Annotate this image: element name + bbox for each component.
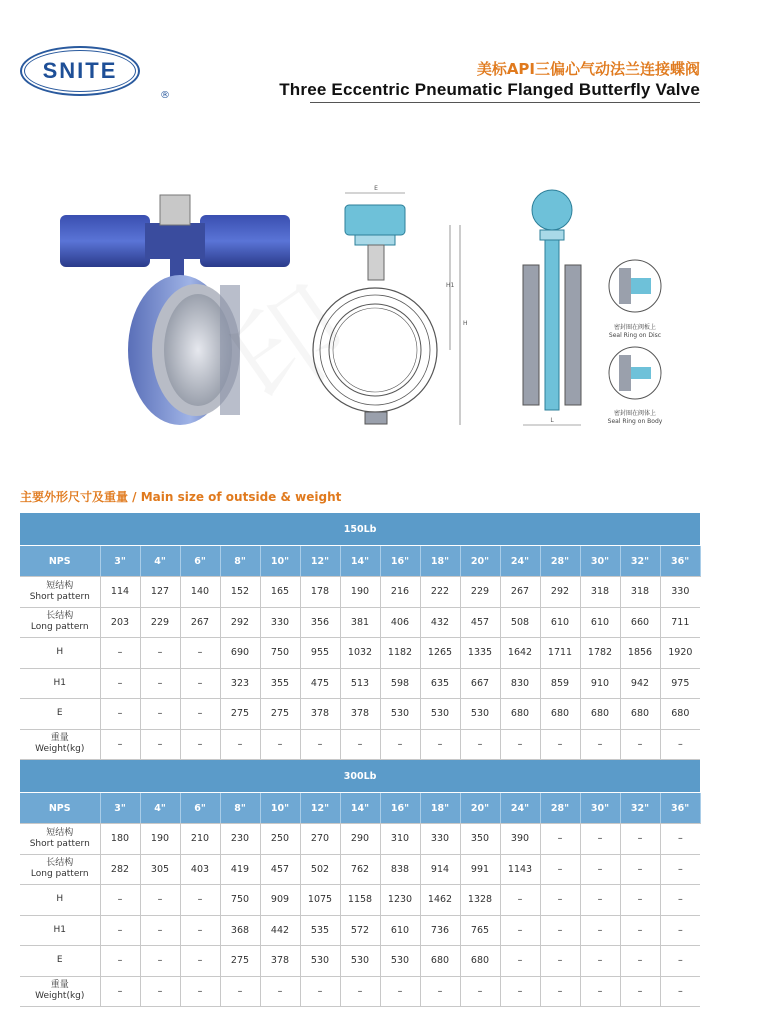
table-cell: –	[540, 729, 580, 760]
table-cell: –	[660, 729, 700, 760]
nps-size: 10"	[260, 793, 300, 824]
table-cell: –	[180, 668, 220, 699]
nps-size: 12"	[300, 546, 340, 577]
table-cell: –	[500, 729, 540, 760]
nps-size: 18"	[420, 546, 460, 577]
row-label-cn: 长结构	[46, 858, 74, 869]
table-cell: –	[660, 946, 700, 977]
seal-caption-body-en: Seal Ring on Body	[607, 418, 663, 425]
table-cell: 530	[340, 946, 380, 977]
row-label-en: Weight(kg)	[35, 991, 85, 1002]
brand-logo	[20, 46, 170, 101]
table-cell: –	[220, 976, 260, 1007]
row-label	[20, 638, 100, 669]
row-label	[20, 915, 100, 946]
table-cell: 1032	[340, 638, 380, 669]
table-cell: 356	[300, 607, 340, 638]
row-label-cn: 短结构	[46, 580, 74, 591]
nps-size: 8"	[220, 546, 260, 577]
nps-size: 3"	[100, 793, 140, 824]
table-cell: –	[540, 854, 580, 885]
seal-caption-body-cn: 密封圈在阀体上	[613, 410, 656, 417]
table-cell: 203	[100, 607, 140, 638]
table-cell: –	[180, 976, 220, 1007]
table-cell: –	[100, 946, 140, 977]
table-cell: –	[620, 729, 660, 760]
table-cell: 667	[460, 668, 500, 699]
table-row	[20, 854, 700, 885]
row-label	[20, 824, 100, 855]
table-cell: 180	[100, 824, 140, 855]
row-label-en: H	[56, 894, 64, 905]
row-label-en: H1	[53, 677, 66, 688]
table-cell: 508	[500, 607, 540, 638]
table-cell: 680	[420, 946, 460, 977]
table-cell: –	[420, 976, 460, 1007]
table-cell: 680	[620, 699, 660, 730]
table-cell: –	[140, 699, 180, 730]
table-cell: 1711	[540, 638, 580, 669]
table-cell: 152	[220, 577, 260, 608]
table-cell: –	[620, 946, 660, 977]
table-cell: –	[140, 638, 180, 669]
nps-size: 16"	[380, 546, 420, 577]
table-cell: –	[180, 638, 220, 669]
table-cell: 736	[420, 915, 460, 946]
table-cell: 530	[460, 699, 500, 730]
nps-size: 20"	[460, 793, 500, 824]
table-cell: –	[580, 946, 620, 977]
table-cell: 1462	[420, 885, 460, 916]
table-cell: 1920	[660, 638, 700, 669]
seal-caption-disc-cn: 密封圈在阀板上	[613, 324, 656, 331]
row-label	[20, 577, 100, 608]
table-cell: 442	[260, 915, 300, 946]
table-row	[20, 577, 700, 608]
table-cell: 381	[340, 607, 380, 638]
row-label-cn: 短结构	[46, 827, 74, 838]
table-cell: 457	[460, 607, 500, 638]
table-cell: –	[580, 915, 620, 946]
valve-photo	[60, 175, 300, 430]
table-cell: 310	[380, 824, 420, 855]
table-row	[20, 976, 700, 1007]
table-cell: –	[340, 976, 380, 1007]
nps-size: 4"	[140, 546, 180, 577]
table-cell: 513	[340, 668, 380, 699]
table-cell: 330	[660, 577, 700, 608]
table-cell: 475	[300, 668, 340, 699]
row-label	[20, 946, 100, 977]
table-cell: 165	[260, 577, 300, 608]
table-cell: –	[460, 729, 500, 760]
dim-label-h1: H1	[446, 282, 455, 289]
table-cell: –	[100, 638, 140, 669]
table-cell: 432	[420, 607, 460, 638]
table-cell: 690	[220, 638, 260, 669]
row-label-en: Long pattern	[30, 622, 89, 633]
table-cell: 1782	[580, 638, 620, 669]
table-cell: 378	[260, 946, 300, 977]
table-row	[20, 699, 700, 730]
table-cell: 530	[380, 699, 420, 730]
table-cell: –	[620, 915, 660, 946]
table-cell: –	[500, 946, 540, 977]
table-cell: 330	[260, 607, 300, 638]
row-label-en: H1	[53, 924, 66, 935]
table-cell: –	[540, 824, 580, 855]
table-cell: –	[180, 729, 220, 760]
nps-size: 6"	[180, 546, 220, 577]
row-label-en: H	[56, 647, 64, 658]
table-cell: –	[380, 729, 420, 760]
table-cell: 530	[380, 946, 420, 977]
table-cell: 1856	[620, 638, 660, 669]
table-cell: 1328	[460, 885, 500, 916]
table-cell: 305	[140, 854, 180, 885]
row-label-en: Long pattern	[30, 869, 89, 880]
table-cell: 502	[300, 854, 340, 885]
title-english: Three Eccentric Pneumatic Flanged Butterfly Valve	[279, 80, 700, 99]
table-cell: 318	[580, 577, 620, 608]
nps-size: 16"	[380, 793, 420, 824]
table-cell: –	[660, 976, 700, 1007]
table-cell: –	[180, 946, 220, 977]
nps-size: 4"	[140, 793, 180, 824]
row-label-en: Short pattern	[29, 591, 90, 602]
table-cell: 355	[260, 668, 300, 699]
table-cell: 680	[500, 699, 540, 730]
spec-table-150lb	[20, 513, 701, 760]
table-cell: –	[540, 885, 580, 916]
nps-size: 24"	[500, 793, 540, 824]
table-cell: 318	[620, 577, 660, 608]
table-cell: –	[100, 976, 140, 1007]
nps-size: 30"	[580, 793, 620, 824]
nps-size: 18"	[420, 793, 460, 824]
table-cell: 750	[220, 885, 260, 916]
table-cell: 190	[140, 824, 180, 855]
table-cell: –	[580, 976, 620, 1007]
table-cell: –	[380, 976, 420, 1007]
table-cell: –	[620, 824, 660, 855]
table-cell: –	[580, 729, 620, 760]
table-cell: 598	[380, 668, 420, 699]
table-cell: 914	[420, 854, 460, 885]
table-cell: 680	[460, 946, 500, 977]
nps-size: 14"	[340, 546, 380, 577]
nps-size: 36"	[660, 793, 700, 824]
pressure-class: 300Lb	[20, 760, 700, 793]
table-cell: –	[100, 729, 140, 760]
dim-label-l: L	[550, 417, 554, 424]
nps-size: 20"	[460, 546, 500, 577]
table-cell: 229	[460, 577, 500, 608]
table-row	[20, 946, 700, 977]
table-cell: 530	[300, 946, 340, 977]
table-cell: –	[260, 729, 300, 760]
row-label	[20, 607, 100, 638]
table-cell: 859	[540, 668, 580, 699]
front-view-drawing	[310, 175, 490, 430]
table-cell: 275	[260, 699, 300, 730]
table-cell: 290	[340, 824, 380, 855]
nps-size: 32"	[620, 546, 660, 577]
table-row	[20, 824, 700, 855]
table-cell: –	[420, 729, 460, 760]
table-cell: –	[580, 854, 620, 885]
table-cell: 830	[500, 668, 540, 699]
table-cell: 530	[420, 699, 460, 730]
nps-size: 12"	[300, 793, 340, 824]
seal-detail-body	[607, 345, 663, 401]
header-rule	[310, 102, 700, 103]
row-label	[20, 729, 100, 760]
table-cell: –	[100, 699, 140, 730]
table-cell: –	[620, 976, 660, 1007]
table-cell: –	[300, 729, 340, 760]
table-cell: 222	[420, 577, 460, 608]
dim-label-h: H	[463, 320, 468, 327]
nps-size: 8"	[220, 793, 260, 824]
nps-size: 36"	[660, 546, 700, 577]
table-cell: 378	[340, 699, 380, 730]
row-label-cn: 重量	[50, 980, 69, 991]
table-cell: –	[180, 885, 220, 916]
table-row	[20, 668, 700, 699]
side-view-drawing	[515, 175, 590, 430]
registered-mark: ®	[160, 90, 170, 101]
table-cell: –	[100, 915, 140, 946]
table-cell: –	[620, 885, 660, 916]
table-cell: 955	[300, 638, 340, 669]
table-cell: –	[340, 729, 380, 760]
spec-table-300lb	[20, 760, 701, 1007]
table-cell: 330	[420, 824, 460, 855]
table-cell: 210	[180, 824, 220, 855]
seal-caption-disc	[590, 324, 680, 340]
table-cell: 909	[260, 885, 300, 916]
table-cell: 275	[220, 699, 260, 730]
table-cell: –	[580, 824, 620, 855]
table-cell: 114	[100, 577, 140, 608]
row-label-cn: 重量	[50, 733, 69, 744]
table-cell: –	[220, 729, 260, 760]
table-cell: –	[660, 824, 700, 855]
table-cell: 292	[220, 607, 260, 638]
nps-header-row	[20, 546, 700, 577]
table-row	[20, 638, 700, 669]
row-label	[20, 885, 100, 916]
table-cell: 610	[540, 607, 580, 638]
seal-caption-body	[590, 410, 680, 426]
logo-text: SNITE	[42, 58, 118, 83]
row-label-en: E	[56, 708, 63, 719]
table-cell: 572	[340, 915, 380, 946]
class-header-row	[20, 513, 700, 546]
seal-caption-disc-en: Seal Ring on Disc	[608, 332, 662, 339]
row-label	[20, 976, 100, 1007]
row-label	[20, 854, 100, 885]
table-cell: 975	[660, 668, 700, 699]
class-header-row	[20, 760, 700, 793]
seal-detail-disc	[607, 258, 663, 314]
table-cell: –	[260, 976, 300, 1007]
section-title: 主要外形尺寸及重量 / Main size of outside & weight	[20, 490, 342, 504]
table-cell: 403	[180, 854, 220, 885]
table-cell: –	[100, 668, 140, 699]
table-cell: 660	[620, 607, 660, 638]
table-cell: 991	[460, 854, 500, 885]
table-cell: –	[540, 915, 580, 946]
table-row	[20, 915, 700, 946]
table-cell: 178	[300, 577, 340, 608]
table-cell: 216	[380, 577, 420, 608]
table-cell: 350	[460, 824, 500, 855]
table-cell: –	[500, 915, 540, 946]
table-cell: 838	[380, 854, 420, 885]
table-cell: –	[460, 976, 500, 1007]
table-cell: –	[660, 854, 700, 885]
pressure-class: 150Lb	[20, 513, 700, 546]
table-cell: 765	[460, 915, 500, 946]
table-cell: 635	[420, 668, 460, 699]
table-cell: –	[140, 915, 180, 946]
table-cell: 419	[220, 854, 260, 885]
nps-label: NPS	[20, 793, 100, 824]
table-cell: –	[180, 699, 220, 730]
table-cell: 275	[220, 946, 260, 977]
table-row	[20, 607, 700, 638]
table-cell: 711	[660, 607, 700, 638]
table-cell: –	[140, 885, 180, 916]
table-cell: –	[180, 915, 220, 946]
nps-size: 28"	[540, 793, 580, 824]
nps-size: 14"	[340, 793, 380, 824]
table-cell: –	[140, 729, 180, 760]
table-cell: 457	[260, 854, 300, 885]
table-cell: 1265	[420, 638, 460, 669]
nps-size: 6"	[180, 793, 220, 824]
table-cell: –	[140, 668, 180, 699]
nps-size: 10"	[260, 546, 300, 577]
table-cell: 282	[100, 854, 140, 885]
nps-label: NPS	[20, 546, 100, 577]
table-cell: –	[140, 976, 180, 1007]
table-cell: 535	[300, 915, 340, 946]
table-cell: –	[580, 885, 620, 916]
table-cell: –	[300, 976, 340, 1007]
table-cell: 610	[380, 915, 420, 946]
table-row	[20, 885, 700, 916]
table-cell: 680	[540, 699, 580, 730]
table-cell: –	[620, 854, 660, 885]
table-cell: 127	[140, 577, 180, 608]
table-cell: 230	[220, 824, 260, 855]
table-cell: –	[500, 885, 540, 916]
row-label-en: E	[56, 955, 63, 966]
table-cell: 378	[300, 699, 340, 730]
table-cell: 267	[500, 577, 540, 608]
table-cell: 1182	[380, 638, 420, 669]
nps-size: 30"	[580, 546, 620, 577]
table-cell: –	[140, 946, 180, 977]
nps-size: 28"	[540, 546, 580, 577]
row-label	[20, 668, 100, 699]
row-label-en: Weight(kg)	[35, 744, 85, 755]
table-cell: –	[100, 885, 140, 916]
table-cell: 1075	[300, 885, 340, 916]
table-cell: 267	[180, 607, 220, 638]
nps-size: 24"	[500, 546, 540, 577]
table-cell: 1642	[500, 638, 540, 669]
nps-header-row	[20, 793, 700, 824]
table-cell: 610	[580, 607, 620, 638]
table-cell: 680	[660, 699, 700, 730]
table-cell: 1143	[500, 854, 540, 885]
table-cell: 680	[580, 699, 620, 730]
nps-size: 3"	[100, 546, 140, 577]
table-row	[20, 729, 700, 760]
table-cell: 390	[500, 824, 540, 855]
row-label-cn: 长结构	[46, 611, 74, 622]
table-cell: 368	[220, 915, 260, 946]
table-cell: 910	[580, 668, 620, 699]
table-cell: 750	[260, 638, 300, 669]
title-chinese: 美标API三偏心气动法兰连接蝶阀	[476, 60, 700, 78]
table-cell: 323	[220, 668, 260, 699]
table-cell: 1158	[340, 885, 380, 916]
table-cell: 1230	[380, 885, 420, 916]
table-cell: 229	[140, 607, 180, 638]
table-cell: –	[500, 976, 540, 1007]
table-cell: 292	[540, 577, 580, 608]
table-cell: –	[540, 976, 580, 1007]
table-cell: 140	[180, 577, 220, 608]
table-cell: –	[660, 885, 700, 916]
table-cell: 942	[620, 668, 660, 699]
row-label-en: Short pattern	[29, 838, 90, 849]
nps-size: 32"	[620, 793, 660, 824]
table-cell: 250	[260, 824, 300, 855]
table-cell: 270	[300, 824, 340, 855]
row-label	[20, 699, 100, 730]
table-cell: 190	[340, 577, 380, 608]
dim-label-e: E	[374, 185, 378, 192]
table-cell: –	[660, 915, 700, 946]
table-cell: 762	[340, 854, 380, 885]
table-cell: 1335	[460, 638, 500, 669]
table-cell: 406	[380, 607, 420, 638]
table-cell: –	[540, 946, 580, 977]
